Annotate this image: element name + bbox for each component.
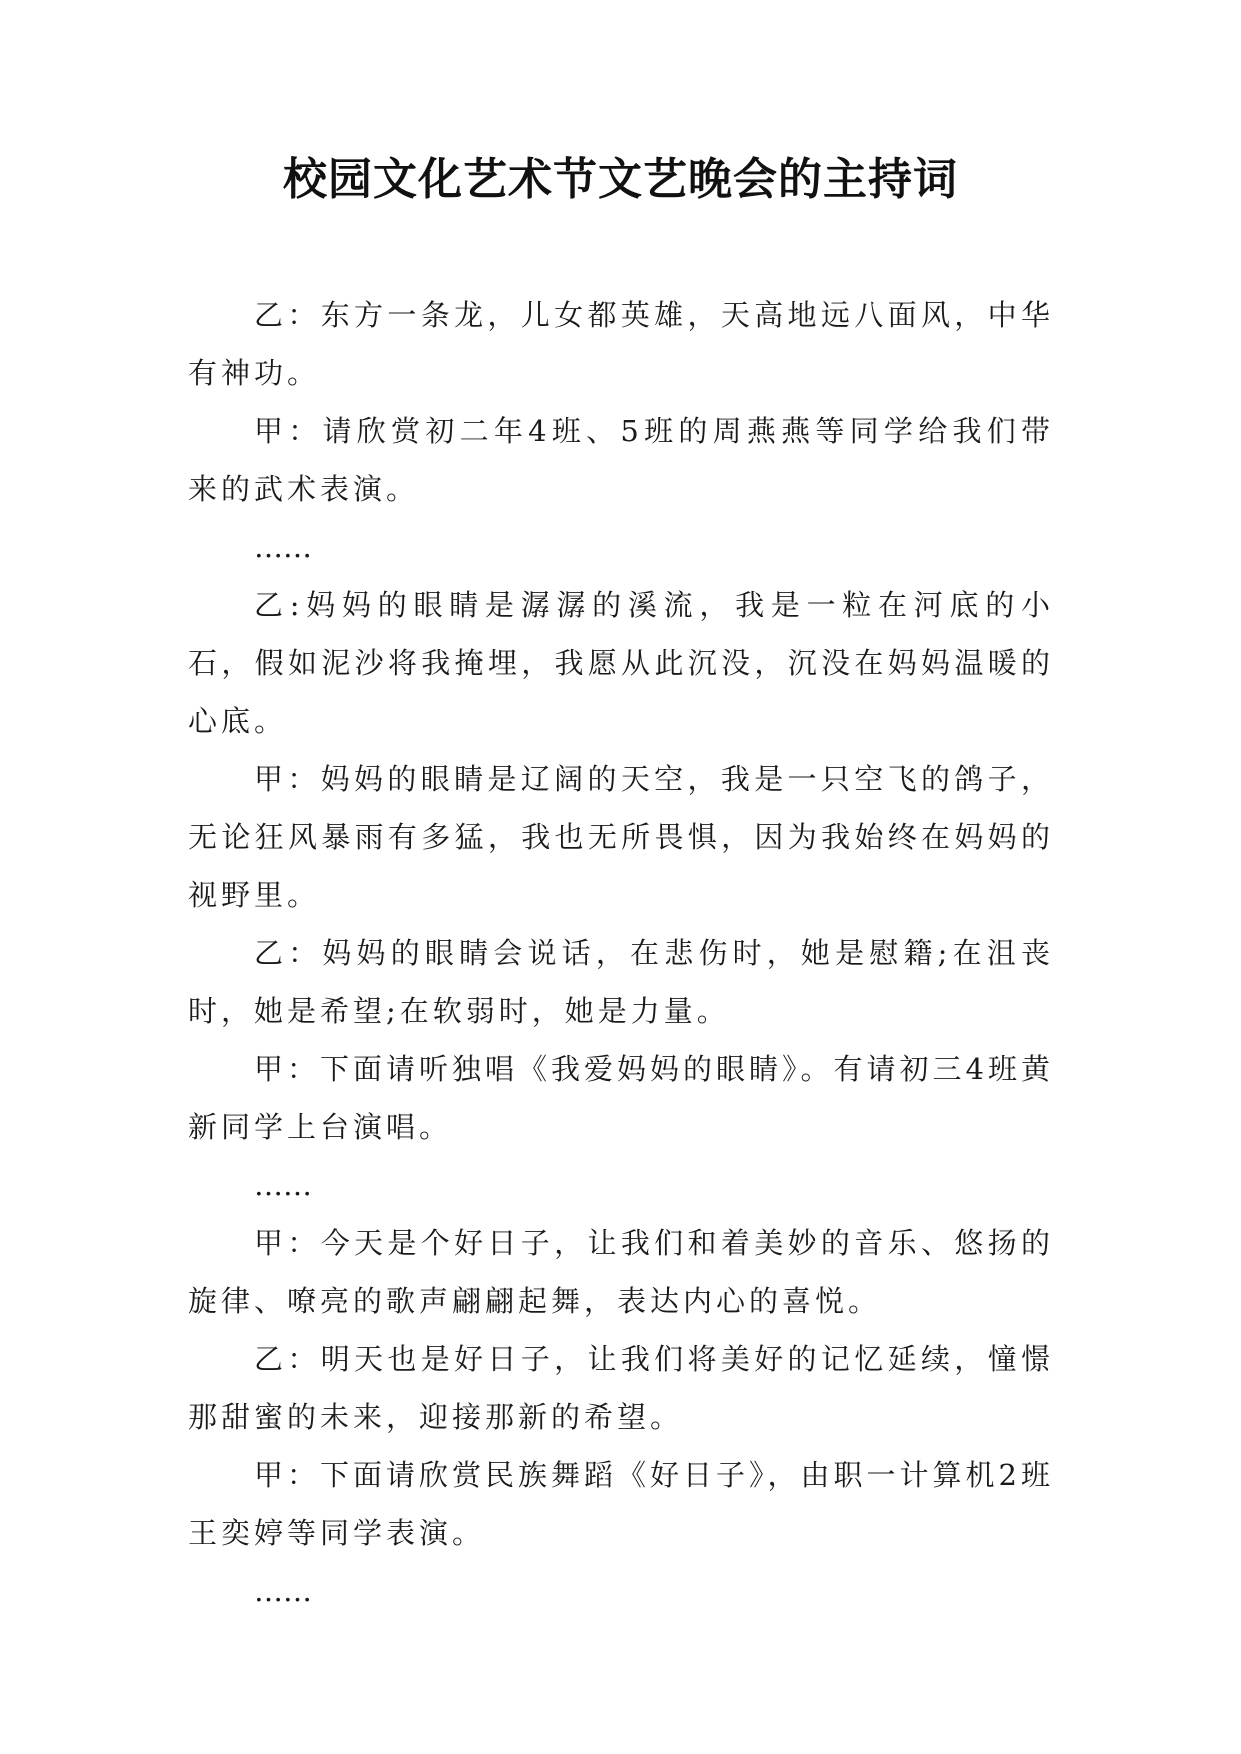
paragraph-7: 甲：今天是个好日子，让我们和着美妙的音乐、悠扬的旋律、嘹亮的歌声翩翩起舞，表达内心的喜悦。 [188,1226,1054,1318]
paragraph-1: 乙：东方一条龙，儿女都英雄，天高地远八面风，中华有神功。 [188,298,1054,390]
paragraph-5: 乙：妈妈的眼睛会说话，在悲伤时，她是慰籍;在沮丧时，她是希望;在软弱时，她是力量。 [188,936,1054,1028]
paragraph-3: 乙:妈妈的眼睛是潺潺的溪流，我是一粒在河底的小石，假如泥沙将我掩埋，我愿从此沉没，沉没在妈妈温暖的心底。 [188,588,1054,738]
paragraph-4: 甲：妈妈的眼睛是辽阔的天空，我是一只空飞的鸽子，无论狂风暴雨有多猛，我也无所畏惧，因为我始终在妈妈的视野里。 [188,762,1054,912]
paragraph-2: 甲：请欣赏初二年4班、5班的周燕燕等同学给我们带来的武术表演。 [188,414,1054,506]
ellipsis-separator: …… [254,530,312,564]
ellipsis-separator: …… [254,1168,312,1202]
document-title: 校园文化艺术节文艺晚会的主持词 [283,154,958,205]
paragraph-8: 乙：明天也是好日子，让我们将美好的记忆延续，憧憬那甜蜜的未来，迎接那新的希望。 [188,1342,1054,1434]
paragraph-6: 甲：下面请听独唱《我爱妈妈的眼睛》。有请初三4班黄新同学上台演唱。 [188,1052,1054,1144]
ellipsis-separator: …… [254,1574,312,1608]
document-body [188,286,1054,1620]
paragraph-9: 甲：下面请欣赏民族舞蹈《好日子》，由职一计算机2班王奕婷等同学表演。 [188,1458,1054,1550]
